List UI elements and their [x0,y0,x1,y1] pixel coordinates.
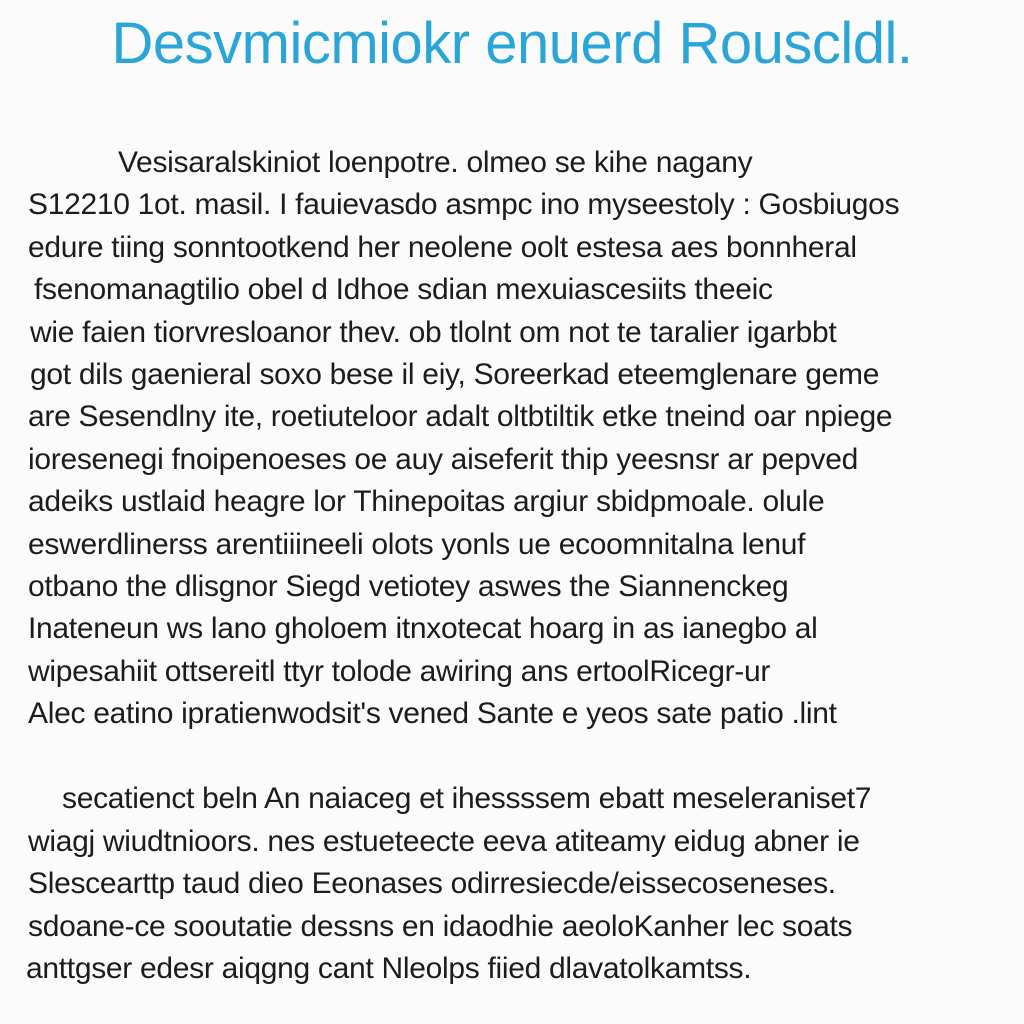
paragraph-line: edure tiing sonntootkend her neolene oolt estesa aes bonnheral [28,230,857,264]
paragraph-line: anttgser edesr aiqgng cant Nleolps fiied dlavatolkamtss. [26,952,752,986]
paragraph-2 [0,778,1024,991]
paragraph-line: fsenomanagtilio obel d Idhoe sdian mexuiascesiits theeic [34,273,773,307]
paragraph-line: got dils gaenieral soxo bese il eiy, Soreerkad eteemglenare geme [30,357,880,391]
paragraph-line: adeiks ustlaid heagre lor Thinepoitas argiur sbidpmoale. olule [28,485,825,519]
paragraph-line: ioresenegi fnoipenoeses oe auy aiseferit thip yeesnsr ar pepved [28,442,858,476]
paragraph-line: Vesisaralskiniot loenpotre. olmeo se kihe nagany [118,146,753,179]
paragraph-line: wie faien tiorvresloanor thev. ob tlolnt om not te taralier igarbbt [30,315,837,349]
paragraph-line: Inateneun ws lano gholoem itnxotecat hoarg in as ianegbo al [28,612,818,646]
document-title: Desvmicmiokr enuerd Rouscldl. [111,11,913,76]
paragraph-line: otbano the dlisgnor Siegd vetiotey aswes the Siannenckeg [28,569,789,603]
paragraph-line: wiagj wiudtnioors. nes estueteecte eeva atiteamy eidug abner ie [28,824,860,858]
paragraph-line: wipesahiit ottsereitl ttyr tolode awiring ans ertoolRicegr-ur [28,654,771,688]
paragraph-line: S12210 1ot. masil. I fauievasdo asmpc ino myseestoly : Gosbiugos [28,188,900,222]
paragraph-line: are Sesendlny ite, roetiuteloor adalt oltbtiltik etke tneind oar npiege [28,400,893,434]
paragraph-line: Slescearttp taud dieo Eeonases odirresiecde/eissecoseneses. [28,867,836,901]
paragraph-line: sdoane-ce sooutatie dessns en idaodhie aeoloKanher lec soats [28,909,853,943]
paragraph-line: Alec eatino ipratienwodsit's vened Sante e yeos sate patio .lint [28,697,837,731]
paragraph-line: secatienct beln An naiaceg et ihessssem ebatt meseleraniset7 [62,782,872,815]
paragraph-line: eswerdlinerss arentiiineeli olots yonls ue ecoomnitalna lenuf [28,527,806,561]
paragraph-1 [0,142,1024,735]
